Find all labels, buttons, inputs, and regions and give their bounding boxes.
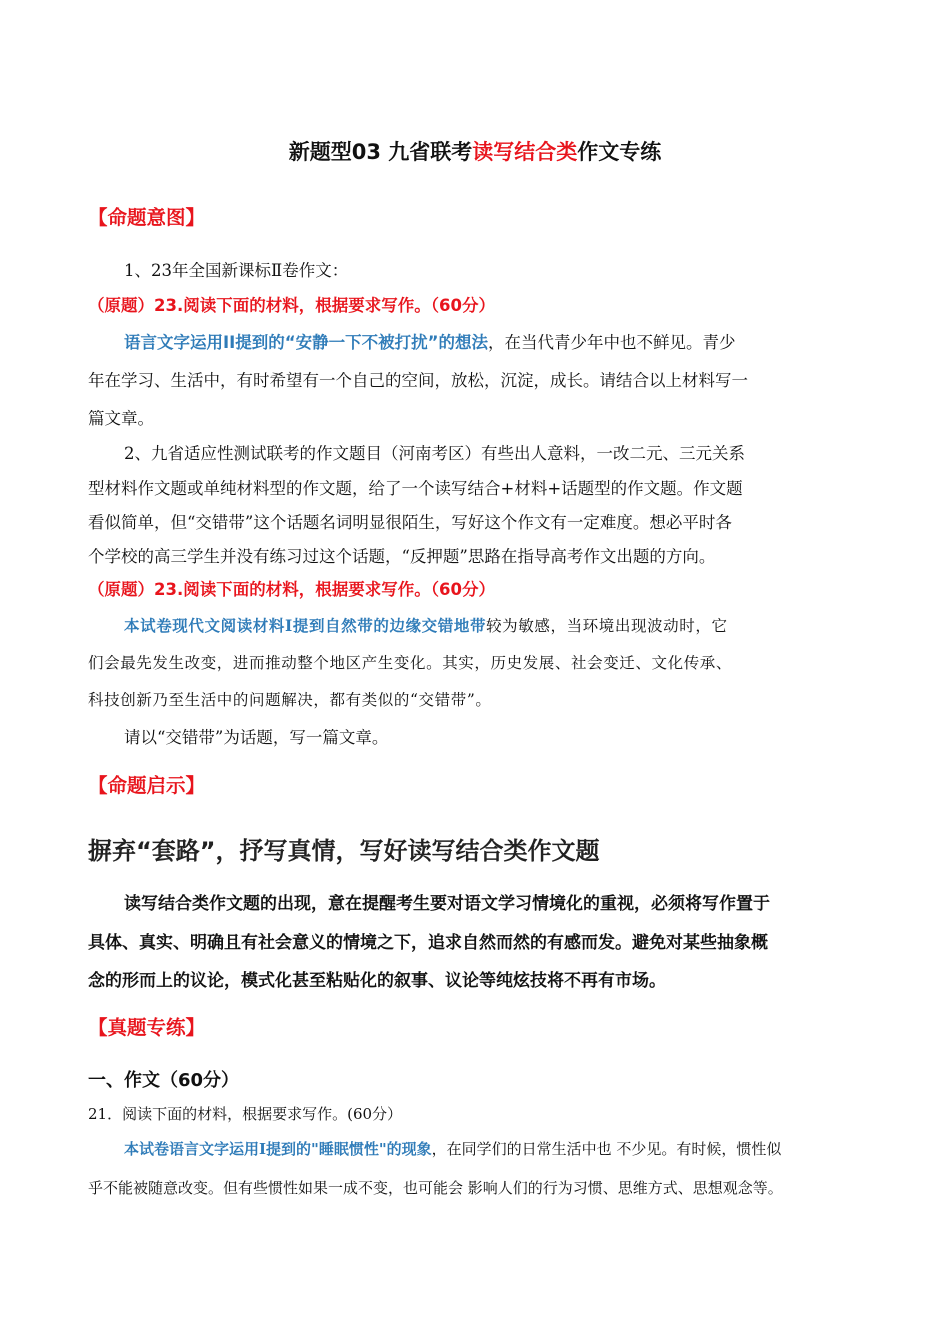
material-1-rest: ，在当代青少年中也不鲜见。青少 xyxy=(487,333,736,352)
title-part-3: 作文专练 xyxy=(577,140,662,164)
question-21: 21．阅读下面的材料，根据要求写作。(60分） xyxy=(88,1105,403,1123)
original-question-heading-1: （原题）23.阅读下面的材料，根据要求写作。（60分） xyxy=(88,296,495,315)
section-practice-heading: 【真题专练】 xyxy=(88,1016,206,1039)
intent-item-2-line-4: 个学校的高三学生并没有练习过这个话题，“反押题”思路在指导高考作文出题的方向。 xyxy=(88,547,716,566)
intent-item-1: 1、23年全国新课标Ⅱ卷作文： xyxy=(124,261,349,280)
intent-item-2-line-3: 看似简单，但“交错带”这个话题名词明显很陌生，写好这个作文有一定难度。想必平时各 xyxy=(88,513,732,532)
title-part-1: 新题型03 九省联考 xyxy=(288,140,473,164)
page-title xyxy=(0,136,950,166)
practice-material-rest: ，在同学们的日常生活中也 不少见。有时候，惯性似 xyxy=(431,1140,782,1158)
material-paragraph-1-line-2: 年在学习、生活中，有时希望有一个自己的空间，放松，沉淀，成长。请结合以上材料写一 xyxy=(88,371,748,390)
insight-line-2: 具体、真实、明确且有社会意义的情境之下，追求自然而然的有感而发。避免对某些抽象概 xyxy=(88,933,768,953)
material-paragraph-2-line-4: 请以“交错带”为话题，写一篇文章。 xyxy=(124,728,389,747)
material-paragraph-1-line-1 xyxy=(124,329,863,353)
practice-material-line-1 xyxy=(124,1138,863,1159)
material-1-highlight: 语言文字运用II提到的“安静一下不被打扰”的想法 xyxy=(124,333,488,352)
question-group-heading: 一、作文（60分） xyxy=(88,1070,240,1091)
material-2-rest: 较为敏感，当环境出现波动时，它 xyxy=(486,617,728,635)
material-2-highlight: 本试卷现代文阅读材料Ⅰ提到自然带的边缘交错地带 xyxy=(124,616,487,635)
section-insight-heading: 【命题启示】 xyxy=(88,774,206,797)
material-paragraph-1-line-3: 篇文章。 xyxy=(88,409,154,428)
insight-line-1: 读写结合类作文题的出现，意在提醒考生要对语文学习情境化的重视，必须将写作置于 xyxy=(124,894,770,914)
material-paragraph-2-line-2: 们会最先发生改变，进而推动整个地区产生变化。其实，历史发展、社会变迁、文化传承、 xyxy=(88,654,733,672)
section-intent-heading: 【命题意图】 xyxy=(88,206,206,229)
insight-line-3: 念的形而上的议论，模式化甚至粘贴化的叙事、议论等纯炫技将不再有市场。 xyxy=(88,971,666,991)
practice-material-line-2: 乎不能被随意改变。但有些惯性如果一成不变，也可能会 影响人们的行为习惯、思维方式、思想观念等。 xyxy=(88,1179,783,1197)
original-question-heading-2: （原题）23.阅读下面的材料，根据要求写作。（60分） xyxy=(88,580,495,599)
intent-item-2-line-2: 型材料作文题或单纯材料型的作文题，给了一个读写结合+材料+话题型的作文题。作文题 xyxy=(88,479,743,498)
material-paragraph-2-line-1 xyxy=(124,614,863,636)
material-paragraph-2-line-3: 科技创新乃至生活中的问题解决，都有类似的“交错带”。 xyxy=(88,691,492,709)
intent-item-2-line-1: 2、九省适应性测试联考的作文题目（河南考区）有些出人意料，一改二元、三元关系 xyxy=(124,444,745,463)
title-part-highlight: 读写结合类 xyxy=(472,140,578,164)
insight-heading: 摒弃“套路”，抒写真情，写好读写结合类作文题 xyxy=(88,837,600,865)
practice-material-highlight: 本试卷语言文字运用Ⅰ提到的"睡眠惯性"的现象 xyxy=(124,1140,432,1158)
